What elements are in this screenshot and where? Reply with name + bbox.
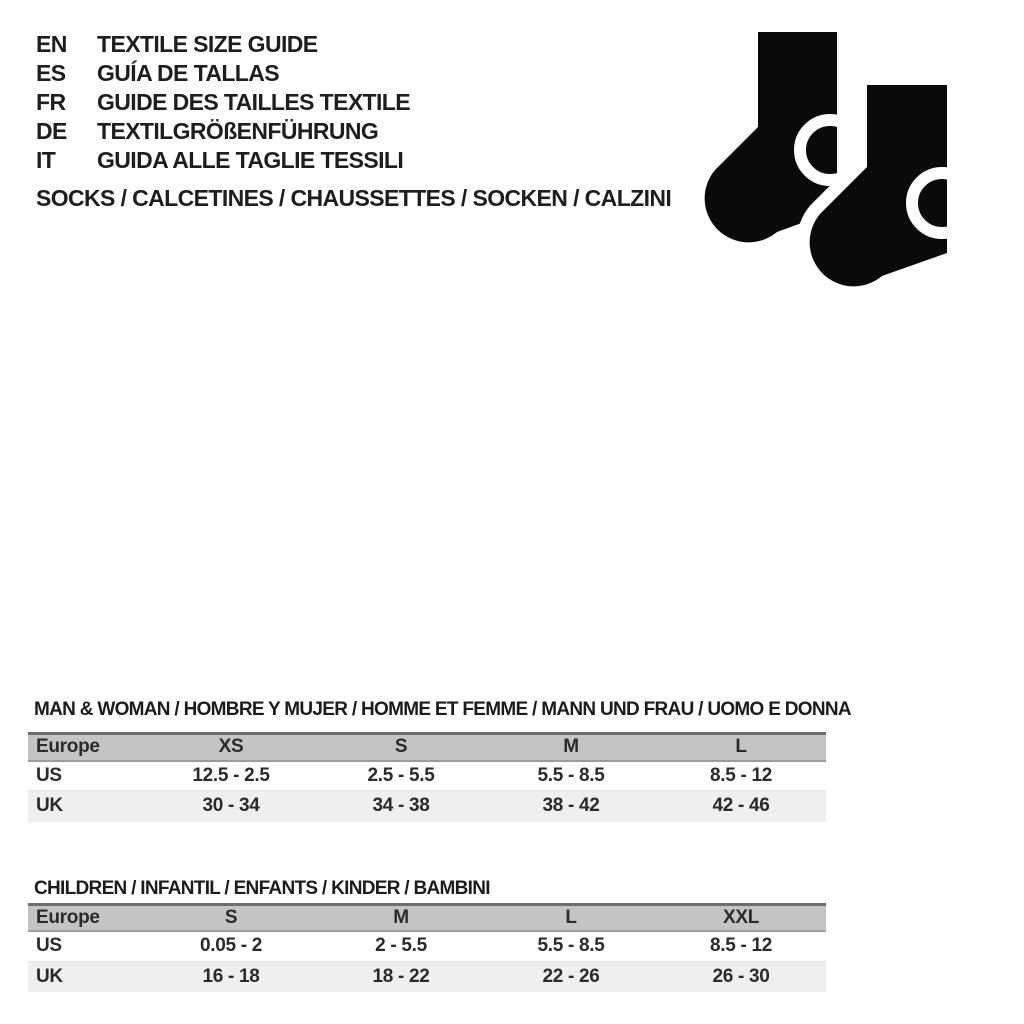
language-label: GUIDE DES TAILLES TEXTILE (97, 89, 410, 115)
row-label: US (28, 761, 146, 791)
header-cell-size: M (316, 904, 486, 931)
language-code: ES (36, 60, 66, 86)
size-value: 34 - 38 (316, 791, 486, 822)
row-label: US (28, 931, 146, 961)
header-cell-size: L (656, 734, 826, 761)
language-code: IT (36, 147, 56, 173)
size-value: 16 - 18 (146, 961, 316, 992)
header-cell-size: S (146, 904, 316, 931)
language-row-de (36, 117, 410, 146)
socks-icon (680, 10, 980, 310)
language-label: GUÍA DE TALLAS (97, 60, 279, 86)
size-value: 12.5 - 2.5 (146, 761, 316, 791)
language-label: GUIDA ALLE TAGLIE TESSILI (97, 147, 404, 173)
table-row-uk (28, 791, 826, 822)
language-label: TEXTILE SIZE GUIDE (97, 31, 318, 57)
header-cell-size: XS (146, 734, 316, 761)
size-tables (28, 699, 851, 992)
language-row-fr (36, 88, 410, 117)
table-row-uk (28, 961, 826, 992)
language-code: EN (36, 31, 67, 57)
table-row-us (28, 761, 826, 791)
size-value: 5.5 - 8.5 (486, 761, 656, 791)
size-value: 26 - 30 (656, 961, 826, 992)
size-table-adults (28, 732, 826, 822)
size-value: 22 - 26 (486, 961, 656, 992)
header-cell-size: XXL (656, 904, 826, 931)
size-value: 5.5 - 8.5 (486, 931, 656, 961)
size-table-children (28, 903, 826, 993)
size-value: 2.5 - 5.5 (316, 761, 486, 791)
language-row-en (36, 30, 410, 59)
language-row-es (36, 59, 410, 88)
size-value: 18 - 22 (316, 961, 486, 992)
table-title-children: CHILDREN / INFANTIL / ENFANTS / KINDER / BAMBINI (34, 877, 490, 899)
size-value: 42 - 46 (656, 791, 826, 822)
size-value: 2 - 5.5 (316, 931, 486, 961)
header-cell-size: L (486, 904, 656, 931)
language-code: FR (36, 89, 66, 115)
header-cell-region: Europe (28, 734, 146, 761)
language-list (36, 30, 410, 175)
language-label: TEXTILGRÖßENFÜHRUNG (97, 118, 379, 144)
header-cell-size: S (316, 734, 486, 761)
size-value: 8.5 - 12 (656, 931, 826, 961)
row-label: UK (28, 791, 146, 822)
product-category-title: SOCKS / CALCETINES / CHAUSSETTES / SOCKEN / CALZINI (36, 185, 672, 211)
table-row-us (28, 931, 826, 961)
header-cell-size: M (486, 734, 656, 761)
table-title-adults: MAN & WOMAN / HOMBRE Y MUJER / HOMME ET FEMME / MANN UND FRAU / UOMO E DONNA (34, 699, 851, 720)
language-row-it (36, 146, 410, 175)
table-header-row (28, 734, 826, 761)
size-value: 38 - 42 (486, 791, 656, 822)
size-value: 0.05 - 2 (146, 931, 316, 961)
size-value: 30 - 34 (146, 791, 316, 822)
header-cell-region: Europe (28, 904, 146, 931)
size-value: 8.5 - 12 (656, 761, 826, 791)
table-header-row (28, 904, 826, 931)
language-code: DE (36, 118, 67, 144)
row-label: UK (28, 961, 146, 992)
